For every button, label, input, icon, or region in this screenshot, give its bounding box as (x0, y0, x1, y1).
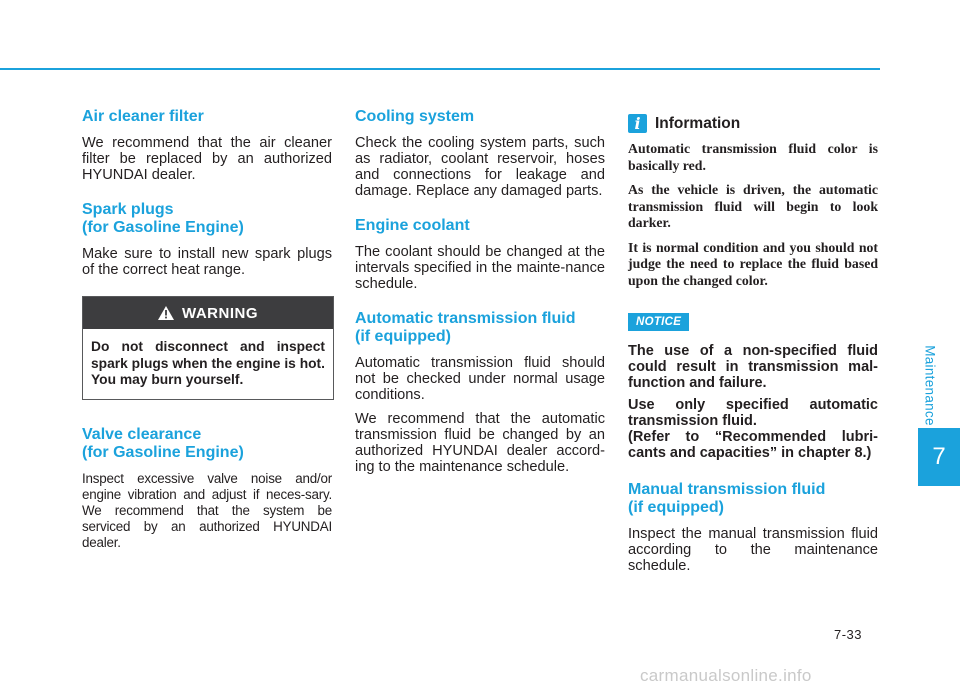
section-title-manual-transmission (628, 481, 878, 517)
section-title-valve-clearance (82, 426, 332, 462)
atf-title-line2: (if equipped) (355, 328, 451, 345)
valve-clearance-text: Inspect excessive valve noise and/or engine vibration and adjust if neces-sary. We recommend that the system be serviced by an authorized HYUNDAI dealer. (82, 470, 332, 550)
manual-transmission-text: Inspect the manual transmission fluid according to the maintenance schedule. (628, 526, 878, 574)
mtf-title-line1: Manual transmission fluid (628, 481, 826, 498)
warning-triangle-icon (158, 306, 174, 320)
spark-title-line1: Spark plugs (82, 201, 174, 218)
warning-header (83, 297, 333, 329)
notice-paragraph-1: The use of a non-specified fluid could result in transmission mal-function and failure. (628, 343, 878, 391)
atf-title-line1: Automatic transmission fluid (355, 310, 576, 327)
atf-text-1: Automatic transmission fluid should not be checked under normal usage conditions. (355, 355, 605, 403)
information-title: Information (655, 114, 741, 132)
sidebar-section-label (922, 340, 942, 440)
info-icon: i (628, 114, 647, 133)
spark-title-line2: (for Gasoline Engine) (82, 219, 244, 236)
mtf-title-line2: (if equipped) (628, 499, 724, 516)
section-title-atf (355, 310, 605, 346)
atf-text-2: We recommend that the automatic transmission fluid be changed by an authorized HYUNDAI dealer accord-ing to the maintenance schedule. (355, 411, 605, 475)
info-paragraph-3: It is normal condition and you should not judge the need to replace the fluid based upon the changed color. (628, 239, 878, 288)
section-title-spark-plugs (82, 201, 332, 237)
section-title-cooling-system: Cooling system (355, 108, 475, 125)
section-title-air-cleaner: Air cleaner filter (82, 108, 204, 125)
notice-badge: NOTICE (628, 313, 689, 331)
watermark: carmanualsonline.info (640, 666, 812, 685)
notice-paragraph-3: (Refer to “Recommended lubri-cants and capacities” in chapter 8.) (628, 429, 878, 461)
chapter-tab (918, 428, 960, 486)
info-paragraph-1: Automatic transmission fluid color is basically red. (628, 141, 878, 173)
sidebar-label-text: Maintenance (922, 345, 938, 426)
info-paragraph-2: As the vehicle is driven, the automatic transmission fluid will begin to look darker. (628, 182, 878, 230)
air-cleaner-text: We recommend that the air cleaner filter be replaced by an authorized HYUNDAI dealer. (82, 135, 332, 183)
spark-plugs-text: Make sure to install new spark plugs of the correct heat range. (82, 246, 332, 278)
information-header (628, 114, 878, 133)
valve-title-line2: (for Gasoline Engine) (82, 443, 244, 461)
warning-text: Do not disconnect and inspect spark plugs when the engine is hot. You may burn yourself. (91, 339, 325, 387)
section-title-engine-coolant: Engine coolant (355, 217, 470, 234)
page-number: 7-33 (834, 627, 863, 642)
column-left (82, 108, 332, 569)
warning-title: WARNING (182, 304, 258, 322)
header-rule (0, 68, 880, 70)
column-right (628, 108, 878, 592)
cooling-system-text: Check the cooling system parts, such as radiator, coolant reservoir, hoses and connections for leakage and damage. Replace any damaged parts. (355, 135, 605, 199)
chapter-number: 7 (932, 443, 946, 470)
column-middle (355, 108, 605, 493)
engine-coolant-text: The coolant should be changed at the intervals specified in the mainte-nance schedule. (355, 244, 605, 292)
warning-box (82, 296, 334, 400)
notice-paragraph-2: Use only specified automatic transmission fluid. (628, 397, 878, 429)
valve-title-line1: Valve clearance (82, 425, 202, 443)
